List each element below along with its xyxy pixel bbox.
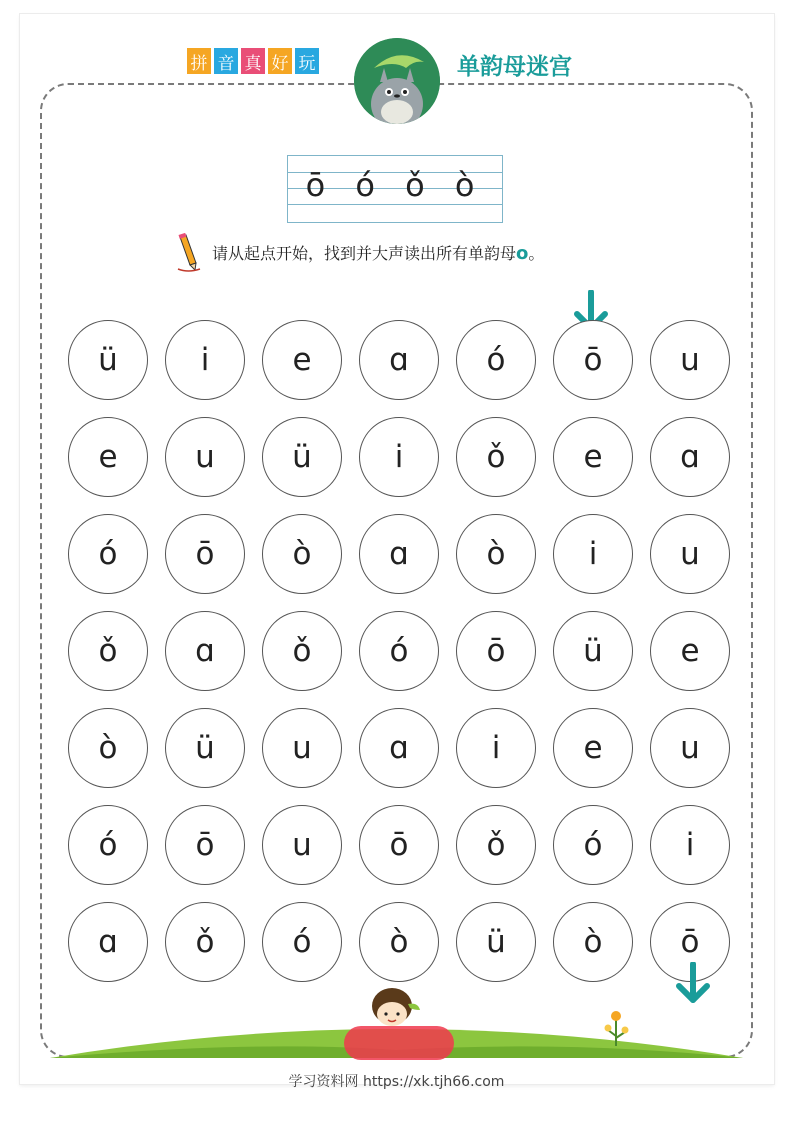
maze-cell[interactable]: ǒ bbox=[456, 805, 536, 885]
maze-cell[interactable]: ò bbox=[359, 902, 439, 982]
maze-cell[interactable]: u bbox=[165, 417, 245, 497]
totoro-mascot-icon bbox=[354, 38, 440, 124]
header-tile: 真 bbox=[241, 48, 265, 74]
maze-cell[interactable]: ɑ bbox=[650, 417, 730, 497]
maze-cell[interactable]: ǒ bbox=[68, 611, 148, 691]
maze-cell[interactable]: i bbox=[553, 514, 633, 594]
maze-cell[interactable]: ò bbox=[553, 902, 633, 982]
page-title: 单韵母迷宫 bbox=[457, 54, 572, 80]
header-tile: 玩 bbox=[295, 48, 319, 74]
tones-text: ō ó ǒ ò bbox=[305, 166, 485, 204]
maze-cell[interactable]: ó bbox=[456, 320, 536, 400]
header-tiles bbox=[187, 48, 319, 74]
flower-icon bbox=[600, 1006, 632, 1048]
end-arrow-icon bbox=[673, 962, 713, 1008]
maze-cell[interactable]: ɑ bbox=[359, 320, 439, 400]
maze-cell[interactable]: ò bbox=[68, 708, 148, 788]
instruction-end: 。 bbox=[528, 244, 545, 263]
instruction-text bbox=[212, 241, 544, 264]
maze-cell[interactable]: u bbox=[262, 708, 342, 788]
maze-cell[interactable]: ü bbox=[262, 417, 342, 497]
maze-cell[interactable]: ó bbox=[359, 611, 439, 691]
maze-cell[interactable]: ō bbox=[165, 805, 245, 885]
maze-cell[interactable]: ō bbox=[650, 902, 730, 982]
maze-cell[interactable]: e bbox=[68, 417, 148, 497]
pencil-icon bbox=[174, 233, 204, 273]
maze-cell[interactable]: i bbox=[359, 417, 439, 497]
maze-cell[interactable]: ɑ bbox=[68, 902, 148, 982]
maze-cell[interactable]: ò bbox=[262, 514, 342, 594]
maze-cell[interactable]: ǒ bbox=[456, 417, 536, 497]
maze-cell[interactable]: ō bbox=[456, 611, 536, 691]
maze-cell[interactable]: ü bbox=[456, 902, 536, 982]
maze-cell[interactable]: i bbox=[165, 320, 245, 400]
maze-cell[interactable]: ǒ bbox=[165, 902, 245, 982]
maze-cell[interactable]: ò bbox=[456, 514, 536, 594]
maze-cell[interactable]: ō bbox=[359, 805, 439, 885]
footer-watermark: 学习资料网 https://xk.tjh66.com bbox=[288, 1074, 505, 1090]
instruction-main: 请从起点开始，找到并大声读出所有单韵母 bbox=[212, 244, 517, 263]
maze-cell[interactable]: ó bbox=[553, 805, 633, 885]
instruction-highlight: o bbox=[516, 243, 529, 264]
header-tile: 拼 bbox=[187, 48, 211, 74]
maze-cell[interactable]: ɑ bbox=[359, 514, 439, 594]
maze-cell[interactable]: u bbox=[650, 320, 730, 400]
maze-cell[interactable]: i bbox=[650, 805, 730, 885]
maze-cell[interactable]: e bbox=[553, 708, 633, 788]
maze-cell[interactable]: ó bbox=[68, 514, 148, 594]
maze-cell[interactable]: ǒ bbox=[262, 611, 342, 691]
maze-cell[interactable]: e bbox=[553, 417, 633, 497]
tones-box bbox=[287, 155, 503, 223]
maze-cell[interactable]: ü bbox=[553, 611, 633, 691]
child-icon bbox=[330, 984, 460, 1064]
header-tile: 好 bbox=[268, 48, 292, 74]
maze-cell[interactable]: ō bbox=[165, 514, 245, 594]
maze-cell[interactable]: ɑ bbox=[165, 611, 245, 691]
maze-cell[interactable]: ō bbox=[553, 320, 633, 400]
maze-cell[interactable]: ó bbox=[262, 902, 342, 982]
maze-cell[interactable]: ó bbox=[68, 805, 148, 885]
maze-cell[interactable]: ɑ bbox=[359, 708, 439, 788]
maze-cell[interactable]: u bbox=[650, 514, 730, 594]
maze-cell[interactable]: e bbox=[650, 611, 730, 691]
maze-cell[interactable]: ü bbox=[165, 708, 245, 788]
maze-cell[interactable]: u bbox=[262, 805, 342, 885]
maze-cell[interactable]: ü bbox=[68, 320, 148, 400]
maze-cell[interactable]: u bbox=[650, 708, 730, 788]
maze-cell[interactable]: i bbox=[456, 708, 536, 788]
header-tile: 音 bbox=[214, 48, 238, 74]
maze-cell[interactable]: e bbox=[262, 320, 342, 400]
